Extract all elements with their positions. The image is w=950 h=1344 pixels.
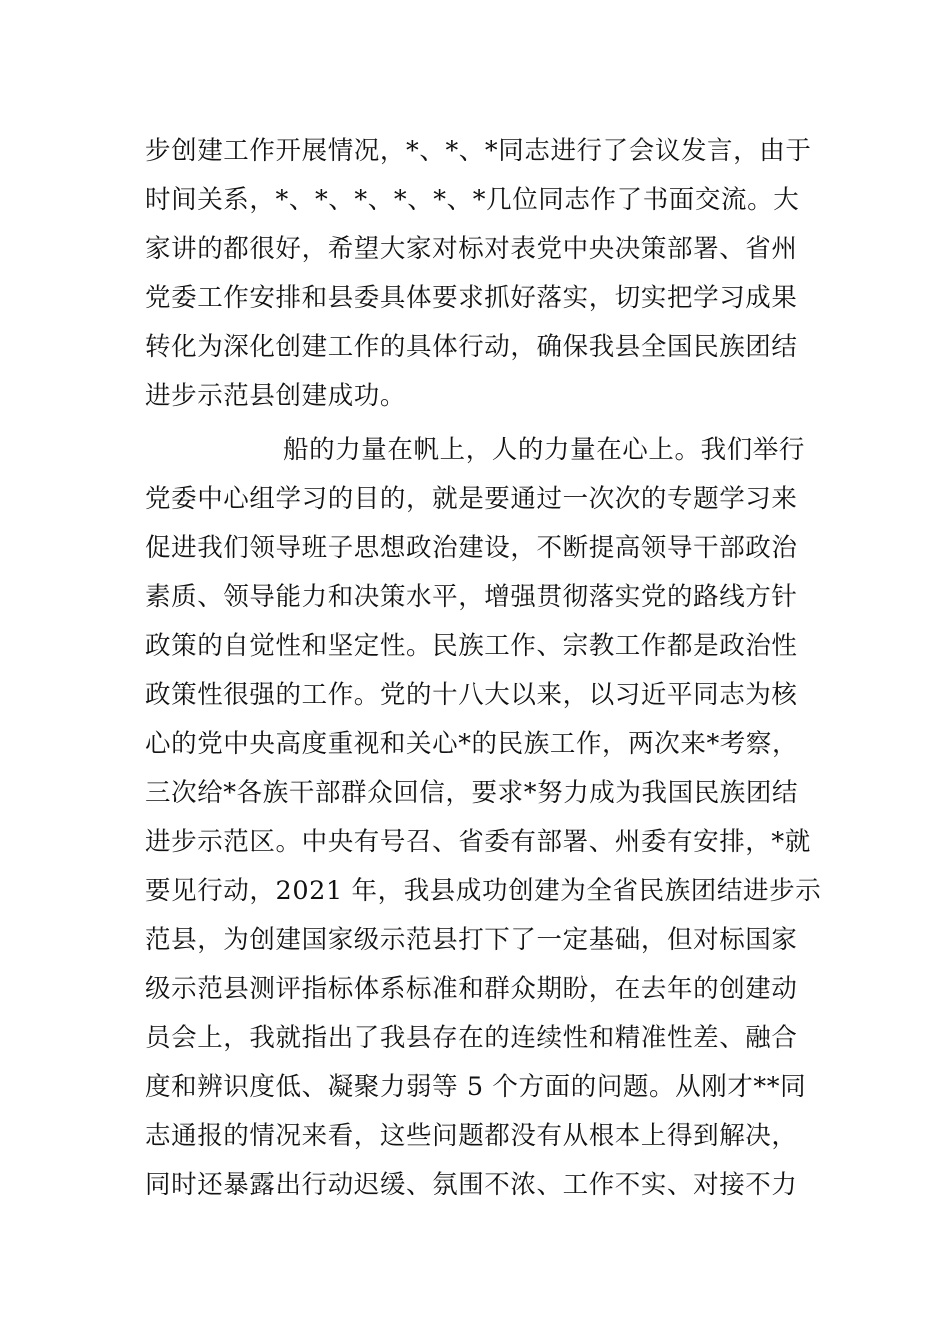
text-line: 级示范县测评指标体系标准和群众期盼，在去年的创建动 (145, 974, 798, 1004)
text-line: 进步示范区。中央有号召、省委有部署、州委有安排，*就 (145, 827, 811, 857)
text-line: 度和辨识度低、凝聚力弱等 5 个方面的问题。从刚才**同 (145, 1072, 807, 1102)
text-line: 步创建工作开展情况，*、*、*同志进行了会议发言，由于 (145, 136, 812, 166)
text-line: 家讲的都很好，希望大家对标对表党中央决策部署、省州 (145, 234, 798, 264)
text-line: 范县，为创建国家级示范县打下了一定基础，但对标国家 (145, 925, 798, 955)
text-line: 促进我们领导班子思想政治建设，不断提高领导干部政治 (145, 533, 798, 563)
text-line: 政策的自觉性和坚定性。民族工作、宗教工作都是政治性 (145, 631, 798, 661)
text-line: 志通报的情况来看，这些问题都没有从根本上得到解决， (145, 1121, 798, 1151)
text-line: 进步示范县创建成功。 (145, 381, 407, 411)
text-line: 转化为深化创建工作的具体行动，确保我县全国民族团结 (145, 332, 798, 362)
text-line: 政策性很强的工作。党的十八大以来，以习近平同志为核 (145, 680, 798, 710)
text-line: 时间关系，*、*、*、*、*、*几位同志作了书面交流。大 (145, 185, 800, 215)
text-line: 要见行动，2021 年，我县成功创建为全省民族团结进步示 (145, 876, 822, 906)
text-line: 同时还暴露出行动迟缓、氛围不浓、工作不实、对接不力 (145, 1170, 798, 1200)
text-line: 心的党中央高度重视和关心*的民族工作，两次来*考察， (145, 729, 799, 759)
text-line: 三次给*各族干部群众回信，要求*努力成为我国民族团结 (145, 778, 799, 808)
text-line: 船的力量在帆上，人的力量在心上。我们举行 (283, 435, 806, 465)
text-line: 员会上，我就指出了我县存在的连续性和精准性差、融合 (145, 1023, 798, 1053)
text-line: 党委中心组学习的目的，就是要通过一次次的专题学习来 (145, 484, 798, 514)
text-line: 党委工作安排和县委具体要求抓好落实，切实把学习成果 (145, 283, 798, 313)
text-line: 素质、领导能力和决策水平，增强贯彻落实党的路线方针 (145, 582, 798, 612)
